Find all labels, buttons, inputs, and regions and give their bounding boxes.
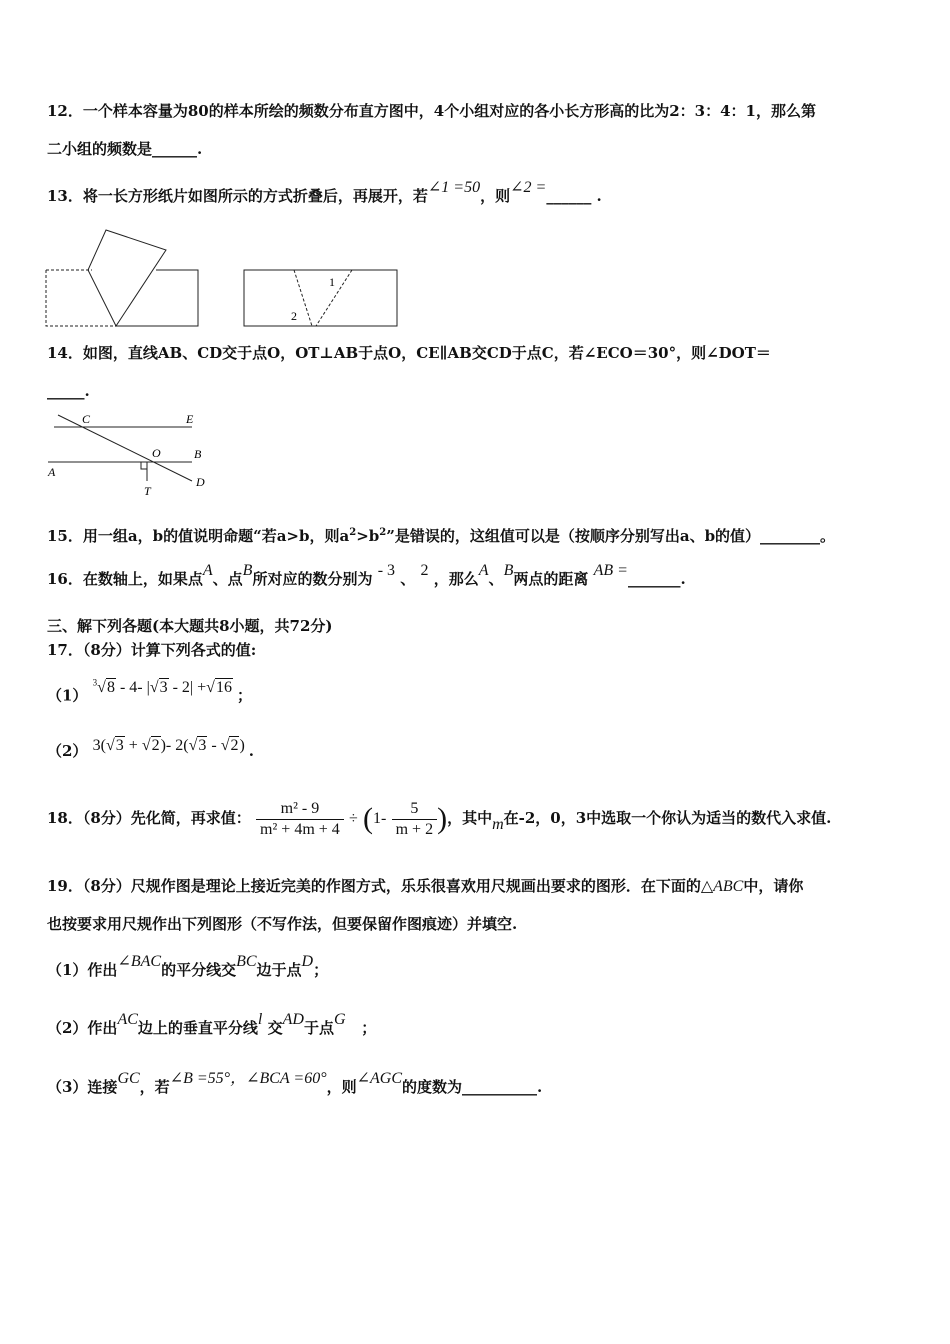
- q16-t7: 两点的距离: [513, 570, 589, 588]
- q17-p1-end: ；: [236, 686, 252, 705]
- q14-label-b: B: [194, 447, 202, 461]
- q13-left-figure: [46, 230, 198, 326]
- q17-p2-end: .: [248, 742, 255, 760]
- q15-sup2: 2: [379, 527, 387, 538]
- q16-value-neg3: - 3: [377, 562, 396, 579]
- q18-t1: 18．（8分）先化简，再求值：: [47, 809, 251, 827]
- q19-step3: （3）连接GC，若∠B =55°，∠BCA =60°，则∠AGC的度数为__________.: [47, 1070, 543, 1096]
- q18-text: 18．（8分）先化简，再求值： $\frac{\text{m² - 9}}{\text{m² + 4m + 4}}$ ÷ (1- $\frac{5}{m + 2}$ )，其中m在-2，0，3中选取一个你认为适当的数代入求值.: [47, 799, 832, 838]
- q13-fig-label-1: 1: [329, 275, 335, 289]
- q19-triangle-abc: △ABC: [700, 878, 744, 895]
- q19-step2: （2）作出AC边上的垂直平分线l 交AD于点G ；: [47, 1011, 377, 1037]
- q16-t8: _______.: [627, 570, 686, 588]
- q17-p1-radicand-a: 8: [106, 679, 115, 697]
- q14-label-e: E: [186, 412, 194, 426]
- q13-text: [47, 179, 602, 207]
- q17-p1-label: （1）: [47, 686, 88, 705]
- q18-t2: ，其中: [447, 809, 493, 827]
- q13-text-a: 13．将一长方形纸片如图所示的方式折叠后，再展开，若: [47, 187, 428, 205]
- q19-bc: BC: [236, 953, 257, 970]
- q16-text: [47, 562, 686, 590]
- q19-angle-bac: ∠BAC: [117, 953, 162, 970]
- q17-p1-radicand-c: 3: [159, 679, 168, 697]
- q16-point-b2: B: [503, 562, 514, 579]
- q15-text-b: >b: [356, 527, 380, 545]
- q15-text: [47, 523, 835, 546]
- q14-label-t: T: [144, 484, 151, 498]
- section-3-heading: 三、解下列各题(本大题共8小题，共72分): [47, 617, 333, 635]
- q15-text-a: 15．用一组a，b的值说明命题“若a>b，则a: [47, 527, 350, 545]
- q19-angle-agc: ∠AGC: [356, 1070, 403, 1087]
- q19-given-angles: ∠B =55°，∠BCA =60°: [169, 1070, 327, 1087]
- q15-sup1: 2: [349, 527, 357, 538]
- q18-divide: ÷: [349, 810, 358, 827]
- q18-var-m: m: [492, 816, 504, 833]
- q16-point-b: B: [242, 562, 253, 579]
- q16-point-a2: A: [478, 562, 489, 579]
- q16-t5: ，那么: [433, 570, 479, 588]
- q18-t3: 在-2，0，3中选取一个你认为适当的数代入求值.: [503, 809, 832, 827]
- q19-point-g: G: [333, 1011, 346, 1028]
- q15-text-c: ”是错误的，这组值可以是（按顺序分别写出a、b的值）________。: [386, 527, 836, 545]
- q19-line2: 也按要求用尺规作出下列图形（不写作法，但要保留作图痕迹）并填空.: [47, 915, 518, 933]
- q13-angle2: ∠2 =: [510, 179, 547, 196]
- q14-line1: 14．如图，直线AB、CD交于点O，OT⊥AB于点O，CE∥AB交CD于点C，若∠ECO＝30°，则∠DOT＝: [47, 344, 771, 362]
- q17-title: 17．（8分）计算下列各式的值:: [47, 641, 257, 659]
- q17-part2: [47, 737, 255, 762]
- q19-ac: AC: [117, 1011, 138, 1028]
- q17-p1-expr: $^3$√8 - 4- |√3 - 2| +√16: [92, 678, 232, 697]
- q13-angle1: ∠1 =50: [427, 179, 481, 196]
- q14-label-c: C: [82, 412, 91, 426]
- q18-fraction-1: $\frac{\text{m² - 9}}{\text{m² + 4m + 4}}$: [256, 799, 344, 840]
- q17-p1-d: - 2| +: [168, 679, 207, 697]
- q16-t4: 、: [400, 570, 416, 588]
- q12-line2: 二小组的频数是______.: [47, 140, 203, 158]
- q17-p2-label: （2）: [47, 742, 88, 760]
- q19-step1: （1）作出∠BAC的平分线交BC边于点D；: [47, 953, 329, 979]
- q16-ab: AB =: [593, 562, 628, 579]
- q16-point-a: A: [202, 562, 213, 579]
- q16-value-2: 2: [420, 562, 429, 579]
- q17-p1-b: - 4- |: [115, 679, 150, 697]
- q17-part1: [47, 678, 252, 706]
- q19-line1: [47, 876, 803, 897]
- q14-label-a: A: [48, 465, 56, 479]
- q19-line1a: 19．（8分）尺规作图是理论上接近完美的作图方式，乐乐很喜欢用尺规画出要求的图形．在下面的: [47, 877, 701, 895]
- q13-folding-figure: [44, 228, 404, 330]
- q17-p1-index: 3: [92, 678, 98, 688]
- q18-fraction-2: $\frac{5}{m + 2}$: [392, 799, 437, 840]
- q16-t3: 所对应的数分别为: [252, 570, 373, 588]
- q17-p2-expr: 3(√3 + √2)- 2(√3 - √2): [92, 737, 245, 754]
- q16-t6: 、: [488, 570, 504, 588]
- q19-point-d: D: [301, 953, 314, 970]
- q12-line1: 12．一个样本容量为80的样本所绘的频数分布直方图中，4个小组对应的各小长方形高的比为2：3：4：1，那么第: [47, 102, 816, 120]
- q13-right-figure: [244, 270, 397, 326]
- q19-line1b: 中，请你: [743, 877, 804, 895]
- q19-line-l: l: [257, 1011, 263, 1028]
- q16-t1: 16．在数轴上，如果点: [47, 570, 203, 588]
- q14-label-o: O: [152, 446, 161, 460]
- q13-fig-label-2: 2: [291, 309, 297, 323]
- q19-ad: AD: [282, 1011, 304, 1028]
- q16-t2: 、点: [212, 570, 243, 588]
- q14-lines-figure: [44, 405, 224, 500]
- q13-text-c: ______ .: [546, 187, 602, 205]
- q18-one-minus: 1-: [373, 810, 387, 827]
- q14-label-d: D: [196, 475, 205, 489]
- q13-text-b: ，则: [480, 187, 511, 205]
- q14-line2: _____.: [47, 382, 90, 400]
- q17-p1-radicand-e: 16: [215, 679, 232, 697]
- q19-gc: GC: [117, 1070, 140, 1087]
